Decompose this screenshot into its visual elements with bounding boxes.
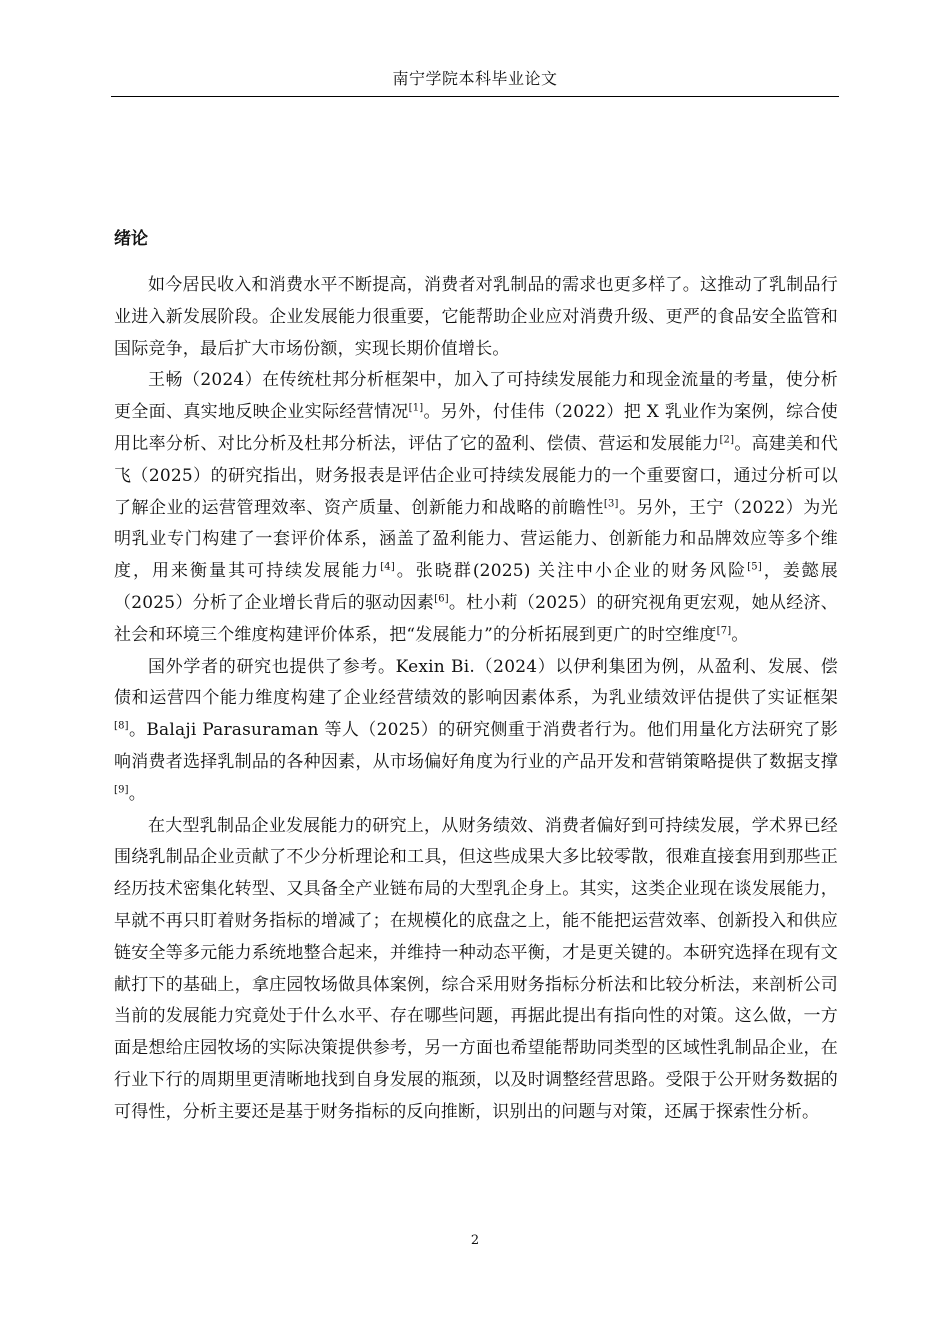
text-segment: 如今居民收入和消费水平不断提高，消费者对乳制品的需求也更多样了。这推动了乳制品行业进入新发展阶段。企业发展能力很重要，它能帮助企业应对消费升级、更严的食品安全监管和国际竞争，最后扩大市场份额，实现长期价值增长。 bbox=[114, 275, 838, 359]
section-heading: 绪论 bbox=[114, 229, 148, 249]
paragraph-4 bbox=[114, 811, 838, 1129]
paragraph-2 bbox=[114, 365, 838, 651]
citation-marker: [2] bbox=[719, 434, 735, 446]
body-text bbox=[114, 270, 838, 1129]
citation-marker: [7] bbox=[716, 625, 732, 637]
citation-marker: [3] bbox=[603, 497, 619, 509]
text-segment: 在大型乳制品企业发展能力的研究上，从财务绩效、消费者偏好到可持续发展，学术界已经围绕乳制品企业贡献了不少分析理论和工具，但这些成果大多比较零散，很难直接套用到那些正经历技术密集化转型、又具备全产业链布局的大型乳企身上。其实，这类企业现在谈发展能力，早就不再只盯着财务指标的增减了；在规模化的底盘之上，能不能把运营效率、创新投入和供应链安全等多元能力系统地整合起来，并维持一种动态平衡，才是更关键的。本研究选择在现有文献打下的基础上，拿庄园牧场做具体案例，综合采用财务指标分析法和比较分析法，来剖析公司当前的发展能力究竟处于什么水平、存在哪些问题，再据此提出有指向性的对策。这么做，一方面是想给庄园牧场的实际决策提供参考，另一方面也希望能帮助同类型的区域性乳制品企业，在行业下行的周期里更清晰地找到自身发展的瓶颈，以及时调整经营思路。受限于公开财务数据的可得性，分析主要还是基于财务指标的反向推断，识别出的问题与对策，还属于探索性分析。 bbox=[114, 815, 838, 1122]
text-segment: 。另外，王宁（2022）为光明乳业专门构建了一套评价体系，涵盖了盈利能力、营运能力、创新能力和品牌效应等多个维度，用来衡量其可持续发展能力 bbox=[114, 497, 838, 582]
paragraph-3 bbox=[114, 652, 838, 811]
text-segment: 国外学者的研究也提供了参考。Kexin Bi.（2024）以伊利集团为例，从盈利、发展、偿债和运营四个能力维度构建了企业经营绩效的影响因素体系，为乳业绩效评估提供了实证框架 bbox=[114, 656, 838, 709]
text-segment: ，姜懿展（2025）分析了企业增长背后的驱动因素 bbox=[114, 561, 838, 613]
page-number: 2 bbox=[470, 1233, 480, 1248]
text-segment: 。高建美和代飞（2025）的研究指出，财务报表是评估企业可持续发展能力的一个重要窗口，通过分析可以了解企业的运营管理效率、资产质量、创新能力和战略的前瞻性 bbox=[114, 433, 839, 518]
text-segment: 。另外，付佳伟（2022）把 X 乳业作为案例，综合使用比率分析、对比分析及杜邦分析法，评估了它的盈利、偿债、营运和发展能力 bbox=[114, 402, 838, 454]
text-segment: 。杜小莉（2025）的研究视角更宏观，她从经济、社会和环境三个维度构建评价体系，把“发展能力”的分析拓展到更广的时空维度 bbox=[114, 592, 838, 645]
thesis-title: 南宁学院本科毕业论文 bbox=[392, 69, 558, 88]
citation-marker: [1] bbox=[408, 402, 424, 414]
text-segment: 。 bbox=[128, 783, 146, 804]
citation-marker: [4] bbox=[380, 561, 395, 573]
page-header bbox=[111, 66, 839, 97]
text-segment: 。Balaji Parasuraman 等人（2025）的研究侧重于消费者行为。他们用量化方法研究了影响消费者选择乳制品的各种因素，从市场偏好角度为行业的产品开发和营销策略提供了数据支撑 bbox=[114, 720, 838, 772]
paragraph-1 bbox=[114, 270, 838, 365]
citation-marker: [8] bbox=[114, 720, 129, 732]
text-segment: 。 bbox=[731, 624, 749, 645]
text-segment: 王畅（2024）在传统杜邦分析框架中，加入了可持续发展能力和现金流量的考量，使分析更全面、真实地反映企业实际经营情况 bbox=[114, 370, 838, 423]
citation-marker: [6] bbox=[434, 593, 449, 605]
citation-marker: [5] bbox=[747, 561, 762, 573]
citation-marker: [9] bbox=[114, 784, 129, 796]
text-segment: 。张晓群(2025) 关注中小企业的财务风险 bbox=[394, 561, 748, 582]
